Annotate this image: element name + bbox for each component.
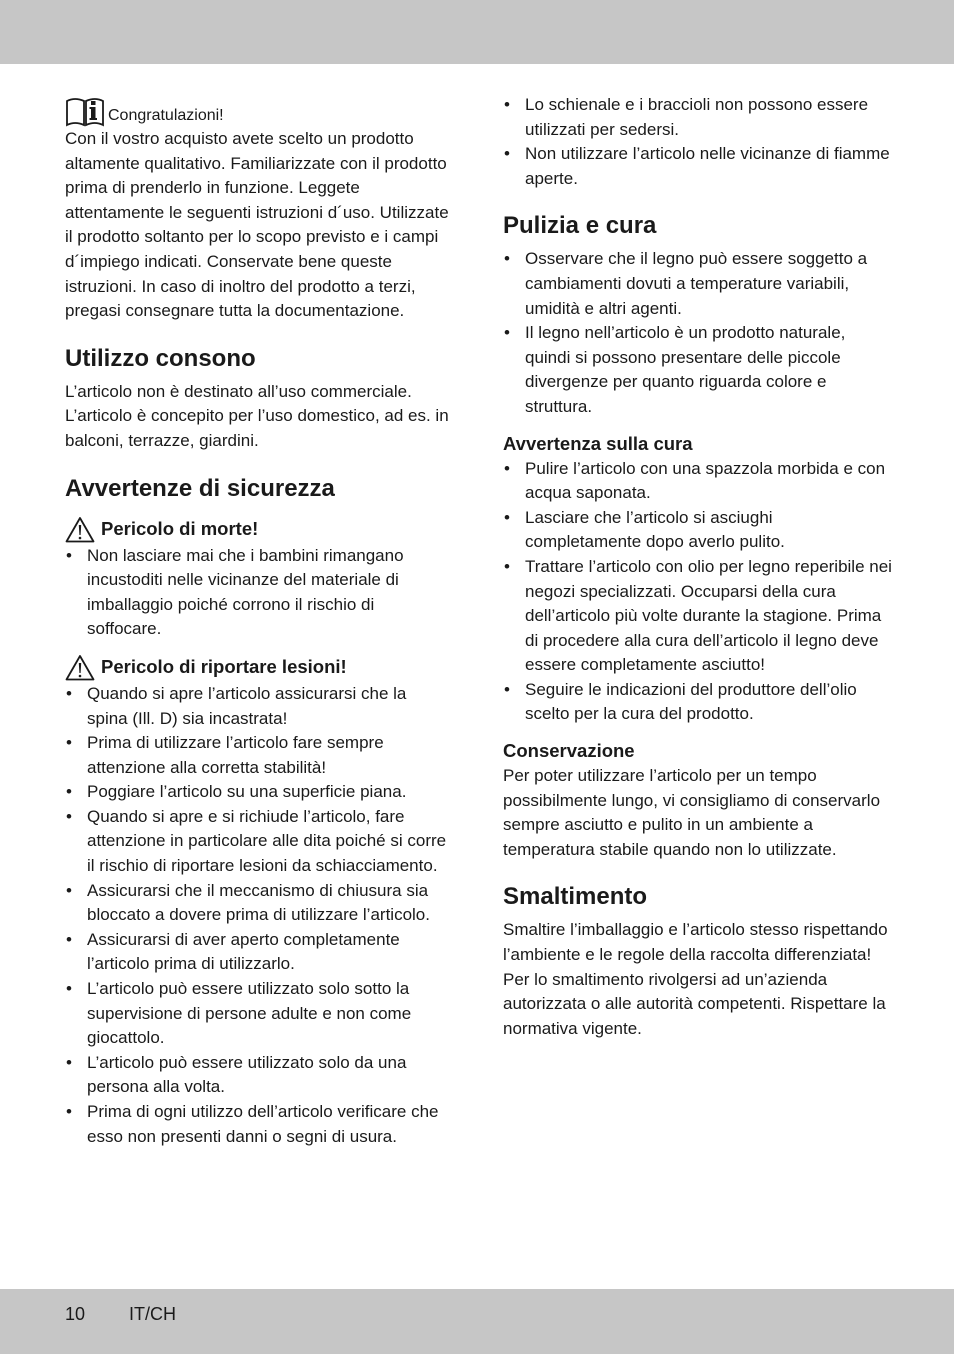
conservazione-title: Conservazione xyxy=(503,740,635,762)
conservazione-text: Per poter utilizzare l’articolo per un tempo possibilmente lungo, vi consigliamo di conservarlo sempre asciutto e pulito in un ambiente a temperatura stabile quando non lo utilizzate. xyxy=(503,766,881,859)
intro-label: Congratulazioni! xyxy=(108,107,224,124)
list-item: • Prima di ogni utilizzo dell’articolo verificare che esso non presenti danni o segni di usura. xyxy=(65,1100,449,1149)
list-item: • L’articolo può essere utilizzato solo da una persona alla volta. xyxy=(65,1051,449,1100)
list-item: • Quando si apre e si richiude l’articolo, fare attenzione in particolare alle dita poiché si corre il rischio di riportare lesioni da schiacciamento. xyxy=(65,805,449,879)
info-book-icon xyxy=(65,95,105,127)
list-item: • L’articolo può essere utilizzato solo sotto la supervisione di persone adulte e non come giocattolo. xyxy=(65,977,449,1051)
list-item: • Il legno nell’articolo è un prodotto naturale, quindi si possono presentare delle piccole divergenze per quanto riguarda colore e struttura. xyxy=(503,321,893,419)
list-item: • Seguire le indicazioni del produttore dell’olio scelto per la cura del prodotto. xyxy=(503,678,893,727)
smaltimento-title: Smaltimento xyxy=(503,883,648,911)
utilizzo-text: L’articolo non è destinato all’uso commerciale. L’articolo è concepito per l’uso domestico, ad es. in balconi, terrazze, giardini. xyxy=(65,381,449,450)
morte-heading xyxy=(65,516,449,543)
header-band xyxy=(0,0,954,64)
list-item: • Pulire l’articolo con una spazzola morbida e con acqua saponata. xyxy=(503,457,893,506)
warning-triangle-icon xyxy=(65,516,95,543)
sicurezza-title: Avvertenze di sicurezza xyxy=(65,474,335,502)
left-column xyxy=(65,95,449,1149)
intro-text: Con il vostro acquisto avete scelto un prodotto altamente qualitativo. Familiarizzate con il prodotto prima di prenderlo in funzione. Leggete attentamente le seguenti istruzioni d´uso. Utilizzate il prodotto soltanto per lo scopo previsto e i campi d´impiego indicati. Conservate bene queste istruzioni. In caso di inoltro del prodotto a terzi, pregasi consegnare tutta la documentazione. xyxy=(65,129,449,321)
pulizia-list xyxy=(503,247,893,419)
list-item: • Osservare che il legno può essere soggetto a cambiamenti dovuti a temperature variabili, umidità e altri agenti. xyxy=(503,247,893,321)
right-column xyxy=(503,93,893,1041)
lesioni-heading xyxy=(65,654,449,681)
lesioni-title: Pericolo di riportare lesioni! xyxy=(101,656,347,678)
list-item: • Trattare l’articolo con olio per legno reperibile nei negozi specializzati. Occuparsi della cura dell’articolo più volte durante la stagione. Prima di procedere alla cura dell’articolo il legno deve essere completamente asciutto! xyxy=(503,555,893,678)
list-item: • Lo schienale e i braccioli non possono essere utilizzati per sedersi. xyxy=(503,93,893,142)
list-item: • Non utilizzare l’articolo nelle vicinanze di fiamme aperte. xyxy=(503,142,893,191)
list-item: • Non lasciare mai che i bambini rimangano incustoditi nelle vicinanze del materiale di imballaggio poiché corrono il rischio di soffocare. xyxy=(65,544,449,642)
morte-list xyxy=(65,544,449,642)
list-item: • Assicurarsi che il meccanismo di chiusura sia bloccato a dovere prima di utilizzare l’articolo. xyxy=(65,879,449,928)
smaltimento-text: Smaltire l’imballaggio e l’articolo stesso rispettando l’ambiente e le regole della raccolta differenziata! Per lo smaltimento rivolgersi ad un’azienda autorizzata o alle autorità competenti. Rispettare la normativa vigente. xyxy=(503,920,888,1038)
lesioni-list xyxy=(65,682,449,1149)
morte-title: Pericolo di morte! xyxy=(101,518,259,540)
avvertenza-cura-title: Avvertenza sulla cura xyxy=(503,432,693,454)
list-item: • Prima di utilizzare l’articolo fare sempre attenzione alla corretta stabilità! xyxy=(65,731,449,780)
list-item: • Quando si apre l’articolo assicurarsi che la spina (Ill. D) sia incastrata! xyxy=(65,682,449,731)
intro-heading xyxy=(65,95,449,127)
locale-label: IT/CH xyxy=(129,1304,176,1324)
list-item: • Assicurarsi di aver aperto completamente l’articolo prima di utilizzarlo. xyxy=(65,928,449,977)
sicurezza-continued-list xyxy=(503,93,893,191)
utilizzo-title: Utilizzo consono xyxy=(65,344,256,372)
warning-triangle-icon xyxy=(65,654,95,681)
page-number: 10 xyxy=(65,1304,86,1324)
pulizia-title: Pulizia e cura xyxy=(503,212,657,240)
list-item: • Poggiare l’articolo su una superficie piana. xyxy=(65,780,449,805)
list-item: • Lasciare che l’articolo si asciughi completamente dopo averlo pulito. xyxy=(503,506,893,555)
avvertenza-cura-list xyxy=(503,457,893,728)
